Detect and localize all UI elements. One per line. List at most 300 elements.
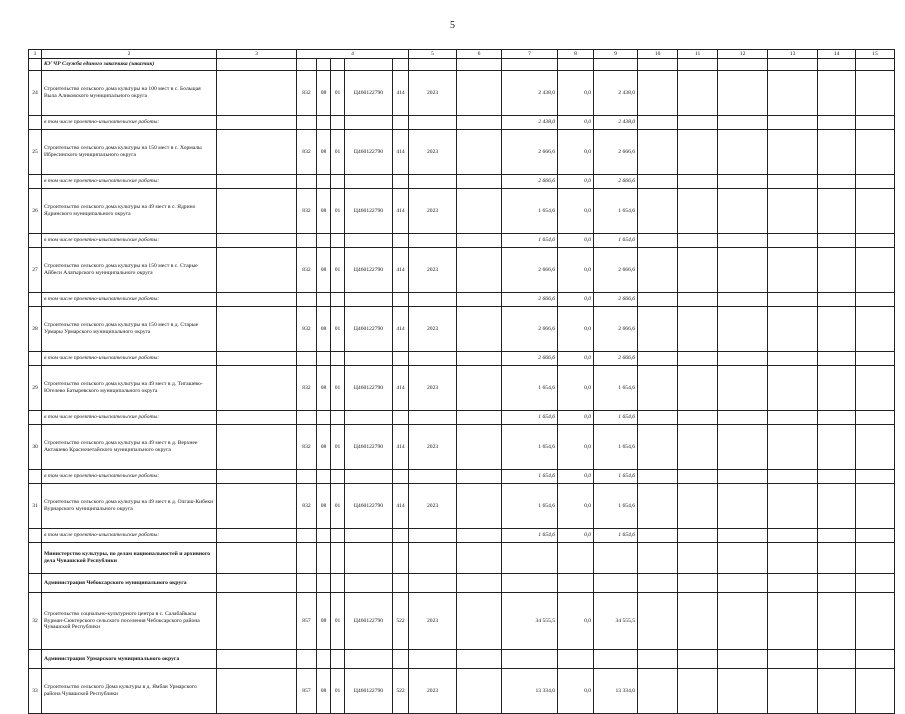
column-header: 9 — [594, 50, 638, 59]
row-number: 26 — [29, 189, 42, 234]
table-row — [29, 366, 895, 411]
empty-cell — [638, 59, 678, 71]
empty-cell — [393, 59, 409, 71]
empty-cell — [818, 234, 856, 248]
code-pr: 01 — [331, 130, 345, 175]
value-7: 2 666,6 — [502, 352, 558, 366]
empty-cell — [768, 352, 818, 366]
value-7: 2 438,0 — [502, 71, 558, 116]
code-vr: 522 — [393, 593, 409, 650]
page-number: 5 — [450, 20, 455, 31]
empty-cell — [718, 411, 768, 425]
code-rz: 08 — [317, 593, 331, 650]
empty-cell — [217, 650, 297, 669]
value-9: 2 666,6 — [594, 307, 638, 352]
empty-cell — [678, 248, 718, 293]
table-row — [29, 484, 895, 529]
empty-cell — [818, 307, 856, 352]
code-csr: Ц460122790 — [345, 248, 393, 293]
row-number: 33 — [29, 669, 42, 714]
empty-cell — [217, 484, 297, 529]
empty-cell — [317, 470, 331, 484]
empty-cell — [768, 234, 818, 248]
column-header: 1 — [29, 50, 42, 59]
year-cell: 2023 — [409, 307, 457, 352]
empty-cell — [457, 234, 502, 248]
empty-cell — [331, 293, 345, 307]
code-gr: 857 — [297, 669, 317, 714]
value-7: 2 666,6 — [502, 248, 558, 293]
empty-cell — [217, 59, 297, 71]
object-name: Строительство сельского дома культуры на 49 мест в с. Ядрино Ядринского муниципального округа — [42, 189, 217, 234]
row-number: 24 — [29, 71, 42, 116]
empty-cell — [457, 529, 502, 543]
empty-cell — [678, 59, 718, 71]
empty-cell — [678, 669, 718, 714]
year-cell: 2023 — [409, 669, 457, 714]
empty-cell — [502, 543, 558, 574]
value-9: 2 438,0 — [594, 116, 638, 130]
empty-cell — [638, 175, 678, 189]
empty-cell — [638, 411, 678, 425]
empty-cell — [317, 574, 331, 593]
empty-cell — [818, 366, 856, 411]
year-cell: 2023 — [409, 484, 457, 529]
empty-cell — [345, 116, 393, 130]
object-name: Строительство сельского дома культуры на 150 мест в с. Хормалы Ибресинского муниципального округа — [42, 130, 217, 175]
table-row — [29, 248, 895, 293]
value-7: 2 666,6 — [502, 175, 558, 189]
empty-cell — [768, 116, 818, 130]
value-9: 2 666,6 — [594, 130, 638, 175]
empty-cell — [638, 574, 678, 593]
section-header-row — [29, 543, 895, 574]
code-pr: 01 — [331, 71, 345, 116]
value-8: 0,0 — [558, 470, 594, 484]
code-rz: 08 — [317, 71, 331, 116]
empty-cell — [457, 366, 502, 411]
empty-cell — [345, 175, 393, 189]
empty-cell — [768, 425, 818, 470]
empty-cell — [217, 234, 297, 248]
year-cell: 2023 — [409, 189, 457, 234]
code-pr: 01 — [331, 366, 345, 411]
empty-cell — [768, 650, 818, 669]
value-9: 2 666,6 — [594, 175, 638, 189]
code-pr: 01 — [331, 248, 345, 293]
value-8: 0,0 — [558, 189, 594, 234]
value-8: 0,0 — [558, 529, 594, 543]
empty-cell — [818, 650, 856, 669]
empty-cell — [393, 529, 409, 543]
year-cell: 2023 — [409, 593, 457, 650]
object-name: Строительство сельского дома культуры на 49 мест в д. Тигашево-Югелево Батыревского муниципального округа — [42, 366, 217, 411]
row-number: 25 — [29, 130, 42, 175]
empty-cell — [768, 59, 818, 71]
value-8: 0,0 — [558, 366, 594, 411]
value-7: 1 654,6 — [502, 484, 558, 529]
value-7: 1 654,6 — [502, 529, 558, 543]
empty-cell — [393, 175, 409, 189]
empty-cell — [594, 543, 638, 574]
empty-cell — [317, 543, 331, 574]
year-cell: 2023 — [409, 71, 457, 116]
empty-cell — [393, 352, 409, 366]
code-vr: 414 — [393, 366, 409, 411]
empty-cell — [718, 484, 768, 529]
empty-cell — [502, 650, 558, 669]
empty-cell — [768, 175, 818, 189]
empty-cell — [638, 352, 678, 366]
table-body — [29, 50, 895, 714]
empty-cell — [558, 543, 594, 574]
empty-cell — [502, 574, 558, 593]
empty-cell — [217, 593, 297, 650]
code-pr: 01 — [331, 484, 345, 529]
empty-cell — [718, 593, 768, 650]
empty-cell — [217, 574, 297, 593]
year-cell: 2023 — [409, 366, 457, 411]
table-subrow — [29, 175, 895, 189]
value-7: 1 654,6 — [502, 470, 558, 484]
empty-cell — [393, 411, 409, 425]
column-header: 5 — [409, 50, 457, 59]
empty-cell — [638, 425, 678, 470]
empty-cell — [217, 366, 297, 411]
empty-cell — [856, 529, 895, 543]
code-vr: 414 — [393, 71, 409, 116]
value-8: 0,0 — [558, 248, 594, 293]
empty-cell — [768, 248, 818, 293]
empty-cell — [768, 669, 818, 714]
value-8: 0,0 — [558, 425, 594, 470]
empty-cell — [297, 59, 317, 71]
code-rz: 08 — [317, 484, 331, 529]
code-rz: 08 — [317, 669, 331, 714]
empty-cell — [856, 59, 895, 71]
code-csr: Ц460122790 — [345, 307, 393, 352]
empty-cell — [678, 175, 718, 189]
empty-cell — [856, 352, 895, 366]
empty-cell — [718, 529, 768, 543]
empty-cell — [331, 59, 345, 71]
empty-cell — [558, 59, 594, 71]
empty-cell — [594, 59, 638, 71]
code-rz: 08 — [317, 189, 331, 234]
code-vr: 414 — [393, 425, 409, 470]
empty-cell — [345, 650, 393, 669]
empty-cell — [345, 293, 393, 307]
empty-cell — [718, 59, 768, 71]
value-7: 1 654,6 — [502, 425, 558, 470]
empty-cell — [457, 71, 502, 116]
column-header: 6 — [457, 50, 502, 59]
value-9: 2 666,6 — [594, 352, 638, 366]
empty-cell — [409, 59, 457, 71]
code-csr: Ц460122790 — [345, 669, 393, 714]
empty-cell — [457, 543, 502, 574]
code-gr: 832 — [297, 425, 317, 470]
empty-cell — [818, 59, 856, 71]
table-row — [29, 593, 895, 650]
empty-cell — [217, 470, 297, 484]
empty-cell — [29, 116, 42, 130]
empty-cell — [457, 116, 502, 130]
section-title: Администрация Урмарского муниципального округа — [42, 650, 217, 669]
empty-cell — [457, 411, 502, 425]
empty-cell — [297, 574, 317, 593]
table-subrow — [29, 116, 895, 130]
empty-cell — [818, 189, 856, 234]
empty-cell — [638, 71, 678, 116]
empty-cell — [718, 574, 768, 593]
empty-cell — [331, 234, 345, 248]
empty-cell — [217, 293, 297, 307]
value-8: 0,0 — [558, 293, 594, 307]
empty-cell — [638, 484, 678, 529]
empty-cell — [818, 411, 856, 425]
column-header: 4 — [297, 50, 409, 59]
empty-cell — [678, 650, 718, 669]
column-header: 8 — [558, 50, 594, 59]
subrow-label: в том числе проектно-изыскательские работы: — [42, 411, 217, 425]
empty-cell — [768, 574, 818, 593]
value-9: 1 654,6 — [594, 366, 638, 411]
empty-cell — [457, 470, 502, 484]
empty-cell — [393, 234, 409, 248]
empty-cell — [409, 543, 457, 574]
empty-cell — [217, 307, 297, 352]
section-header-row — [29, 59, 895, 71]
empty-cell — [718, 175, 768, 189]
column-header: 14 — [818, 50, 856, 59]
empty-cell — [331, 650, 345, 669]
code-rz: 08 — [317, 130, 331, 175]
empty-cell — [718, 293, 768, 307]
empty-cell — [502, 59, 558, 71]
empty-cell — [856, 484, 895, 529]
empty-cell — [768, 71, 818, 116]
empty-cell — [331, 116, 345, 130]
empty-cell — [217, 352, 297, 366]
empty-cell — [718, 470, 768, 484]
year-cell: 2023 — [409, 248, 457, 293]
empty-cell — [768, 307, 818, 352]
empty-cell — [856, 293, 895, 307]
value-9: 34 555,5 — [594, 593, 638, 650]
empty-cell — [718, 130, 768, 175]
empty-cell — [818, 116, 856, 130]
object-name: Строительство сельского дома культуры на 150 мест в д. Старые Урмары Урмарского муниципального округа — [42, 307, 217, 352]
empty-cell — [818, 425, 856, 470]
empty-cell — [768, 484, 818, 529]
code-vr: 414 — [393, 307, 409, 352]
empty-cell — [393, 116, 409, 130]
column-header: 12 — [718, 50, 768, 59]
empty-cell — [768, 529, 818, 543]
empty-cell — [457, 175, 502, 189]
empty-cell — [678, 71, 718, 116]
column-header: 2 — [42, 50, 217, 59]
value-7: 2 666,6 — [502, 130, 558, 175]
empty-cell — [29, 293, 42, 307]
value-7: 1 654,6 — [502, 234, 558, 248]
empty-cell — [297, 175, 317, 189]
empty-cell — [29, 529, 42, 543]
empty-cell — [217, 71, 297, 116]
column-header: 15 — [856, 50, 895, 59]
table-subrow — [29, 529, 895, 543]
empty-cell — [856, 175, 895, 189]
code-vr: 414 — [393, 484, 409, 529]
empty-cell — [29, 470, 42, 484]
empty-cell — [678, 411, 718, 425]
empty-cell — [29, 543, 42, 574]
empty-cell — [638, 470, 678, 484]
empty-cell — [317, 529, 331, 543]
empty-cell — [678, 470, 718, 484]
empty-cell — [856, 307, 895, 352]
empty-cell — [345, 470, 393, 484]
value-8: 0,0 — [558, 71, 594, 116]
empty-cell — [317, 59, 331, 71]
value-9: 1 654,6 — [594, 411, 638, 425]
code-gr: 832 — [297, 130, 317, 175]
column-header: 3 — [217, 50, 297, 59]
empty-cell — [345, 543, 393, 574]
empty-cell — [678, 366, 718, 411]
empty-cell — [217, 669, 297, 714]
empty-cell — [331, 175, 345, 189]
empty-cell — [678, 529, 718, 543]
table-row — [29, 425, 895, 470]
row-number: 29 — [29, 366, 42, 411]
section-header-row — [29, 650, 895, 669]
value-7: 1 654,6 — [502, 366, 558, 411]
empty-cell — [856, 669, 895, 714]
empty-cell — [29, 234, 42, 248]
empty-cell — [856, 593, 895, 650]
code-vr: 414 — [393, 189, 409, 234]
code-gr: 832 — [297, 71, 317, 116]
empty-cell — [409, 411, 457, 425]
object-name: Строительство социально-культурного центра в с. Салабайкасы Вурман-Сюктерского сельского поселения Чебоксарского района Чувашской Республики — [42, 593, 217, 650]
code-gr: 832 — [297, 366, 317, 411]
empty-cell — [317, 411, 331, 425]
object-name: Строительство сельского дома культуры на 49 мест в д. Олгаш-Кибеки Вурнарского муниципального округа — [42, 484, 217, 529]
empty-cell — [457, 352, 502, 366]
section-title: Министерство культуры, по делам национальностей и архивного дела Чувашской Республики — [42, 543, 217, 574]
code-vr: 414 — [393, 248, 409, 293]
empty-cell — [856, 130, 895, 175]
value-7: 1 654,6 — [502, 411, 558, 425]
empty-cell — [331, 574, 345, 593]
value-9: 1 654,6 — [594, 470, 638, 484]
value-9: 1 654,6 — [594, 189, 638, 234]
code-vr: 414 — [393, 130, 409, 175]
empty-cell — [768, 470, 818, 484]
row-number: 30 — [29, 425, 42, 470]
empty-cell — [678, 130, 718, 175]
empty-cell — [678, 574, 718, 593]
empty-cell — [718, 71, 768, 116]
empty-cell — [718, 116, 768, 130]
empty-cell — [718, 307, 768, 352]
subrow-label: в том числе проектно-изыскательские работы: — [42, 470, 217, 484]
budget-table — [28, 49, 895, 714]
value-9: 1 654,6 — [594, 484, 638, 529]
empty-cell — [317, 293, 331, 307]
empty-cell — [638, 669, 678, 714]
empty-cell — [457, 425, 502, 470]
empty-cell — [409, 234, 457, 248]
empty-cell — [393, 574, 409, 593]
subrow-label: в том числе проектно-изыскательские работы: — [42, 234, 217, 248]
empty-cell — [856, 543, 895, 574]
object-name: Строительство сельского дома культуры на 150 мест в с. Старые Айбеси Алатырского муниципального округа — [42, 248, 217, 293]
table-subrow — [29, 234, 895, 248]
empty-cell — [678, 307, 718, 352]
subrow-label: в том числе проектно-изыскательские работы: — [42, 352, 217, 366]
empty-cell — [678, 425, 718, 470]
empty-cell — [818, 669, 856, 714]
section-header-row — [29, 574, 895, 593]
table-row — [29, 669, 895, 714]
value-8: 0,0 — [558, 116, 594, 130]
table-row — [29, 307, 895, 352]
empty-cell — [638, 130, 678, 175]
value-7: 13 334,0 — [502, 669, 558, 714]
empty-cell — [818, 175, 856, 189]
empty-cell — [345, 529, 393, 543]
section-title: Администрация Чебоксарского муниципального округа — [42, 574, 217, 593]
empty-cell — [638, 593, 678, 650]
empty-cell — [678, 234, 718, 248]
value-7: 1 654,6 — [502, 189, 558, 234]
empty-cell — [393, 293, 409, 307]
empty-cell — [409, 352, 457, 366]
empty-cell — [678, 593, 718, 650]
empty-cell — [678, 484, 718, 529]
empty-cell — [856, 366, 895, 411]
empty-cell — [409, 650, 457, 669]
empty-cell — [457, 130, 502, 175]
empty-cell — [678, 293, 718, 307]
empty-cell — [818, 574, 856, 593]
code-pr: 01 — [331, 425, 345, 470]
code-gr: 832 — [297, 307, 317, 352]
empty-cell — [856, 470, 895, 484]
empty-cell — [718, 352, 768, 366]
empty-cell — [718, 425, 768, 470]
empty-cell — [297, 470, 317, 484]
empty-cell — [718, 234, 768, 248]
code-rz: 08 — [317, 307, 331, 352]
code-rz: 08 — [317, 425, 331, 470]
code-pr: 01 — [331, 189, 345, 234]
empty-cell — [457, 650, 502, 669]
empty-cell — [718, 248, 768, 293]
code-rz: 08 — [317, 248, 331, 293]
value-9: 1 654,6 — [594, 425, 638, 470]
column-header: 13 — [768, 50, 818, 59]
empty-cell — [718, 189, 768, 234]
value-8: 0,0 — [558, 307, 594, 352]
value-8: 0,0 — [558, 669, 594, 714]
empty-cell — [29, 59, 42, 71]
empty-cell — [678, 352, 718, 366]
table-subrow — [29, 411, 895, 425]
